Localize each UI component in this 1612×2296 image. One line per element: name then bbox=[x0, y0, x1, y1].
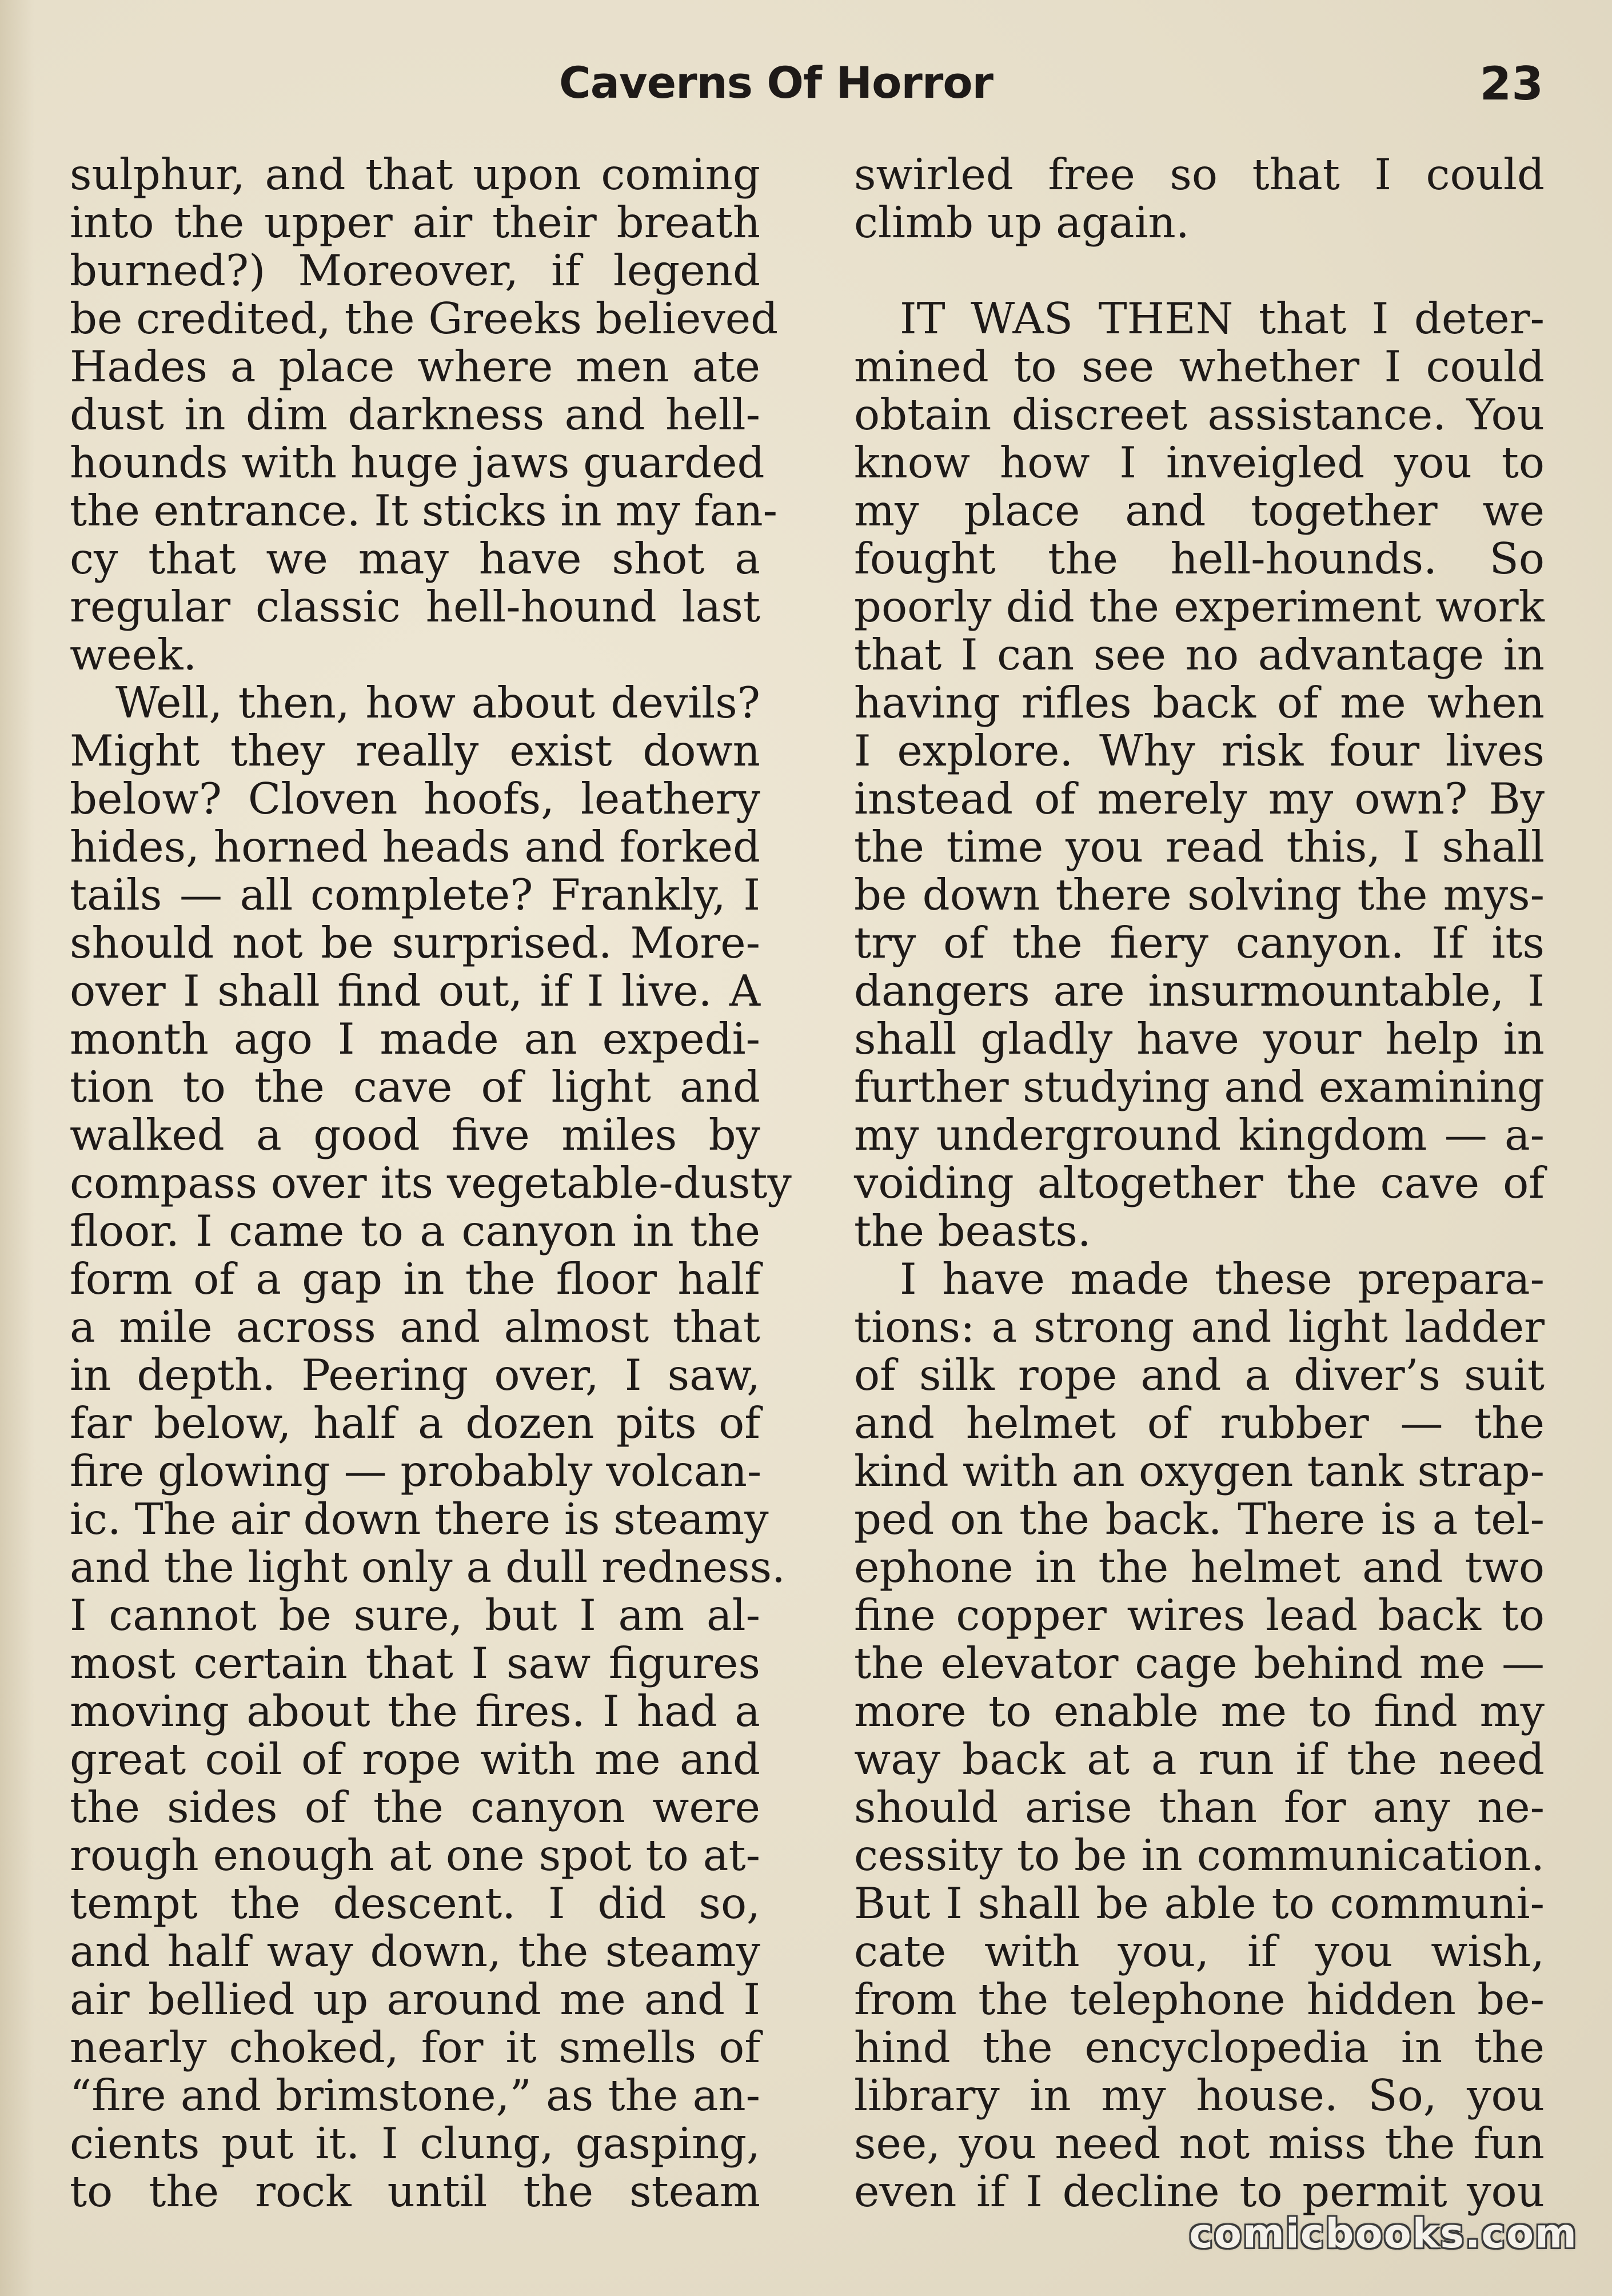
text-line: hides, horned heads and forked bbox=[70, 822, 760, 872]
text-line: see, you need not miss the fun bbox=[854, 2118, 1545, 2169]
text-line: sulphur, and that upon coming bbox=[70, 149, 760, 200]
text-line: even if I decline to permit you bbox=[854, 2166, 1545, 2217]
text-line: of silk rope and a diver’s suit bbox=[854, 1350, 1545, 1400]
text-line: fine copper wires lead back to bbox=[854, 1590, 1545, 1640]
text-line: further studying and examining bbox=[854, 1062, 1545, 1112]
text-line: cients put it. I clung, gasping, bbox=[70, 2118, 760, 2169]
text-line: the elevator cage behind me — bbox=[854, 1638, 1545, 1688]
text-line: in depth. Peering over, I saw, bbox=[70, 1350, 760, 1400]
text-line: shall gladly have your help in bbox=[854, 1014, 1545, 1064]
text-line: over I shall find out, if I live. A bbox=[70, 966, 760, 1016]
page-edge-shadow bbox=[0, 0, 34, 2296]
text-line: below? Cloven hoofs, leathery bbox=[70, 774, 760, 824]
text-line: dangers are insurmountable, I bbox=[854, 966, 1545, 1016]
right-text-column bbox=[854, 150, 1545, 2215]
text-line: rough enough at one spot to at- bbox=[70, 1830, 760, 1880]
text-line: tion to the cave of light and bbox=[70, 1062, 760, 1112]
text-line: more to enable me to find my bbox=[854, 1686, 1545, 1736]
page-header bbox=[0, 57, 1612, 120]
text-line: Well, then, how about devils? bbox=[115, 677, 760, 728]
text-line: kind with an oxygen tank strap- bbox=[854, 1446, 1545, 1496]
text-line: hind the encyclopedia in the bbox=[854, 2022, 1545, 2072]
text-line: should arise than for any ne- bbox=[854, 1782, 1545, 1832]
text-line: ic. The air down there is steamy bbox=[70, 1494, 769, 1544]
text-line: cessity to be in communication. bbox=[854, 1830, 1545, 1880]
text-line: walked a good five miles by bbox=[70, 1110, 760, 1160]
text-line: to the rock until the steam bbox=[70, 2166, 760, 2217]
text-line: most certain that I saw figures bbox=[70, 1638, 760, 1688]
text-line: IT WAS THEN that I deter- bbox=[900, 293, 1545, 344]
text-line: hounds with huge jaws guarded bbox=[70, 437, 765, 488]
text-line: far below, half a dozen pits of bbox=[70, 1398, 760, 1448]
text-line: But I shall be able to communi- bbox=[854, 1878, 1545, 1928]
text-line: poorly did the experiment work bbox=[854, 581, 1545, 632]
text-line: be down there solving the mys- bbox=[854, 870, 1545, 920]
paragraph-spacer bbox=[854, 246, 1545, 294]
text-line: burned?) Moreover, if legend bbox=[70, 245, 760, 296]
text-line: into the upper air their breath bbox=[70, 197, 760, 248]
text-line: form of a gap in the floor half bbox=[70, 1254, 760, 1304]
text-line: fought the hell-hounds. So bbox=[854, 533, 1545, 584]
running-title: Caverns Of Horror bbox=[559, 57, 993, 108]
text-line: be credited, the Greeks believed bbox=[70, 293, 779, 344]
text-line: tions: a strong and light ladder bbox=[854, 1302, 1545, 1352]
text-line: cy that we may have shot a bbox=[70, 533, 760, 584]
text-line: from the telephone hidden be- bbox=[854, 1974, 1545, 2024]
text-line: regular classic hell-hound last bbox=[70, 581, 760, 632]
text-line: having rifles back of me when bbox=[854, 677, 1545, 728]
text-line: and half way down, the steamy bbox=[70, 1926, 760, 1976]
text-line: compass over its vegetable-dusty bbox=[70, 1158, 792, 1208]
text-line: that I can see no advantage in bbox=[854, 629, 1545, 680]
text-line: nearly choked, for it smells of bbox=[70, 2022, 760, 2072]
text-line: try of the fiery canyon. If its bbox=[854, 918, 1545, 968]
watermark-logo: comicbooks.com bbox=[1189, 2210, 1578, 2257]
text-line: Hades a place where men ate bbox=[70, 341, 760, 392]
text-line: instead of merely my own? By bbox=[854, 774, 1545, 824]
text-line: swirled free so that I could bbox=[854, 149, 1545, 200]
text-line: the entrance. It sticks in my fan- bbox=[70, 485, 778, 536]
text-line: dust in dim darkness and hell- bbox=[70, 389, 760, 440]
text-line: month ago I made an expedi- bbox=[70, 1014, 760, 1064]
text-line: the sides of the canyon were bbox=[70, 1782, 760, 1832]
text-line: fire glowing — probably volcan- bbox=[70, 1446, 762, 1496]
text-line: tempt the descent. I did so, bbox=[70, 1878, 760, 1928]
text-line: moving about the fires. I had a bbox=[70, 1686, 760, 1736]
text-line: and helmet of rubber — the bbox=[854, 1398, 1545, 1448]
text-line: week. bbox=[70, 629, 197, 680]
text-line: my underground kingdom — a- bbox=[854, 1110, 1545, 1160]
page-number: 23 bbox=[1479, 57, 1543, 110]
text-line: should not be surprised. More- bbox=[70, 918, 760, 968]
text-line: know how I inveigled you to bbox=[854, 437, 1545, 488]
text-line: tails — all complete? Frankly, I bbox=[70, 870, 760, 920]
text-line: air bellied up around me and I bbox=[70, 1974, 760, 2024]
text-line: great coil of rope with me and bbox=[70, 1734, 760, 1784]
text-line: the time you read this, I shall bbox=[854, 822, 1545, 872]
text-line: voiding altogether the cave of bbox=[854, 1158, 1545, 1208]
text-line: climb up again. bbox=[854, 197, 1190, 248]
text-line: I cannot be sure, but I am al- bbox=[70, 1590, 760, 1640]
left-text-column bbox=[70, 149, 792, 2217]
text-line: the beasts. bbox=[854, 1206, 1091, 1256]
text-line: floor. I came to a canyon in the bbox=[70, 1206, 760, 1256]
text-line: I explore. Why risk four lives bbox=[854, 726, 1545, 776]
text-line: obtain discreet assistance. You bbox=[854, 389, 1545, 440]
text-line: a mile across and almost that bbox=[70, 1302, 760, 1352]
text-line: cate with you, if you wish, bbox=[854, 1926, 1545, 1976]
text-line: ped on the back. There is a tel- bbox=[854, 1494, 1545, 1544]
text-line: way back at a run if the need bbox=[854, 1734, 1545, 1784]
text-line: and the light only a dull redness. bbox=[70, 1542, 785, 1592]
text-line: library in my house. So, you bbox=[854, 2070, 1545, 2120]
text-line: mined to see whether I could bbox=[854, 341, 1545, 392]
text-line: “fire and brimstone,” as the an- bbox=[70, 2070, 760, 2120]
text-line: Might they really exist down bbox=[70, 726, 760, 776]
text-line: I have made these prepara- bbox=[900, 1254, 1545, 1304]
text-line: ephone in the helmet and two bbox=[854, 1542, 1545, 1592]
text-line: my place and together we bbox=[854, 485, 1545, 536]
